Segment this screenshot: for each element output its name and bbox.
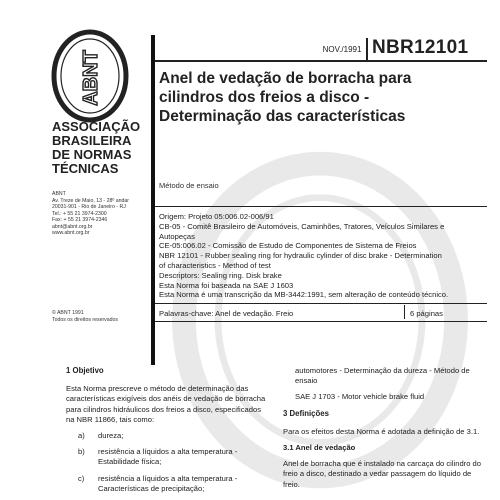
section-rule: [155, 321, 487, 322]
body-left-column: [66, 366, 266, 500]
org-name-line: BRASILEIRA: [52, 133, 132, 148]
section-rule: [155, 206, 487, 207]
section-heading: 3 Definições: [283, 408, 329, 418]
origin-line: Esta Norma foi baseada na SAE J 1603: [159, 280, 294, 290]
org-name-line: ASSOCIAÇÃO: [52, 119, 141, 134]
title-line: cilindros dos freios a disco -: [159, 89, 370, 106]
contact-line: ABNT: [52, 191, 66, 197]
keywords: Palavras-chave: Anel de vedação. Freio: [159, 309, 294, 318]
section-rule: [155, 303, 487, 304]
copyright-notice: [52, 310, 152, 324]
paragraph: Para os efeitos desta Norma é adotada a definição de 3.1.: [283, 426, 480, 436]
contact-line: 20031-901 - Rio de Janeiro - RJ: [52, 204, 126, 210]
reference-item: SAE J 1703 - Motor vehicle brake fluid: [295, 392, 425, 402]
paragraph: Anel de borracha que é instalado na carcaça do cilindro do freio a disco, destinado a vedar passagem do líquido de freio.: [283, 459, 481, 489]
list-item-text: resistência a líquidos a alta temperatura - Características de precipitação;: [98, 473, 238, 493]
origin-line: Origem: Projeto 05:006.02-006/91: [159, 212, 274, 221]
header-rule: [155, 60, 487, 62]
logo-text: ABNT: [80, 50, 102, 106]
page-count: 6 páginas: [410, 309, 443, 318]
origin-line: CB-05 - Comitê Brasileiro de Automóveis, Caminhões, Tratores, Veículos Similares e: [159, 221, 445, 231]
organization-name: [52, 120, 152, 176]
org-name-line: DE NORMAS: [52, 147, 132, 162]
copyright-line: © ABNT 1991: [52, 310, 84, 316]
contact-line: Tel.: + 55 21 3974-2300: [52, 210, 107, 217]
method-label: Método de ensaio: [159, 181, 219, 190]
copyright-line: Todos os direitos reservados: [52, 316, 119, 323]
vertical-divider: [151, 35, 155, 365]
contact-info: [52, 191, 148, 237]
list-item: [66, 474, 266, 494]
abnt-logo: [48, 28, 132, 128]
list-item: [66, 447, 266, 467]
title-line: Determinação das características: [159, 108, 406, 125]
origin-line: NBR 12101 - Rubber sealing ring for hydraulic cylinder of disc brake - Determination: [159, 251, 442, 261]
origin-line: Descriptors: Sealing ring. Disk brake: [159, 270, 282, 280]
origin-block: [159, 212, 489, 300]
contact-line: Av. Treze de Maio, 13 - 28º andar: [52, 197, 129, 204]
origin-line: Esta Norma é uma transcrição da MB-3442:1991, sem alteração de conteúdo técnico.: [159, 290, 449, 300]
list-item-label: b): [78, 447, 85, 457]
list-item: [66, 431, 266, 441]
publication-date: NOV./1991: [322, 45, 362, 54]
standard-number: NBR12101: [372, 37, 469, 58]
section-heading: 1 Objetivo: [66, 366, 104, 375]
header-separator: [366, 38, 368, 60]
subsection-heading: 3.1 Anel de vedação: [283, 443, 356, 453]
paragraph: Esta Norma prescreve o método de determinação das características exigíveis dos anéis de vedação de borracha para cilindros hidráulicos dos freios a disco, especificados na NBR 11866, tais como:: [66, 384, 266, 424]
keywords-separator: [404, 305, 405, 319]
org-name-line: TÉCNICAS: [52, 161, 119, 176]
list-item-label: c): [78, 473, 85, 483]
contact-line: www.abnt.org.br: [52, 230, 90, 236]
origin-line: Autopeças: [159, 231, 195, 241]
origin-line: CE-05:006.02 - Comissão de Estudo de Componentes de Sistema de Freios: [159, 241, 417, 251]
list-item-label: a): [78, 431, 85, 441]
contact-line: abnt@abnt.org.br: [52, 223, 93, 230]
list-item-text: dureza;: [98, 431, 124, 441]
body-right-column: [283, 366, 488, 496]
list-item-text: resistência a líquidos a alta temperatura - Estabilidade física;: [98, 447, 238, 467]
document-title: [159, 69, 489, 126]
title-line: Anel de vedação de borracha para: [159, 70, 412, 87]
contact-line: Fax: + 55 21 3974-2346: [52, 217, 108, 223]
reference-continuation: automotores - Determinação da dureza - Método de ensaio: [295, 366, 470, 386]
origin-line: of characteristics - Method of test: [159, 260, 271, 270]
